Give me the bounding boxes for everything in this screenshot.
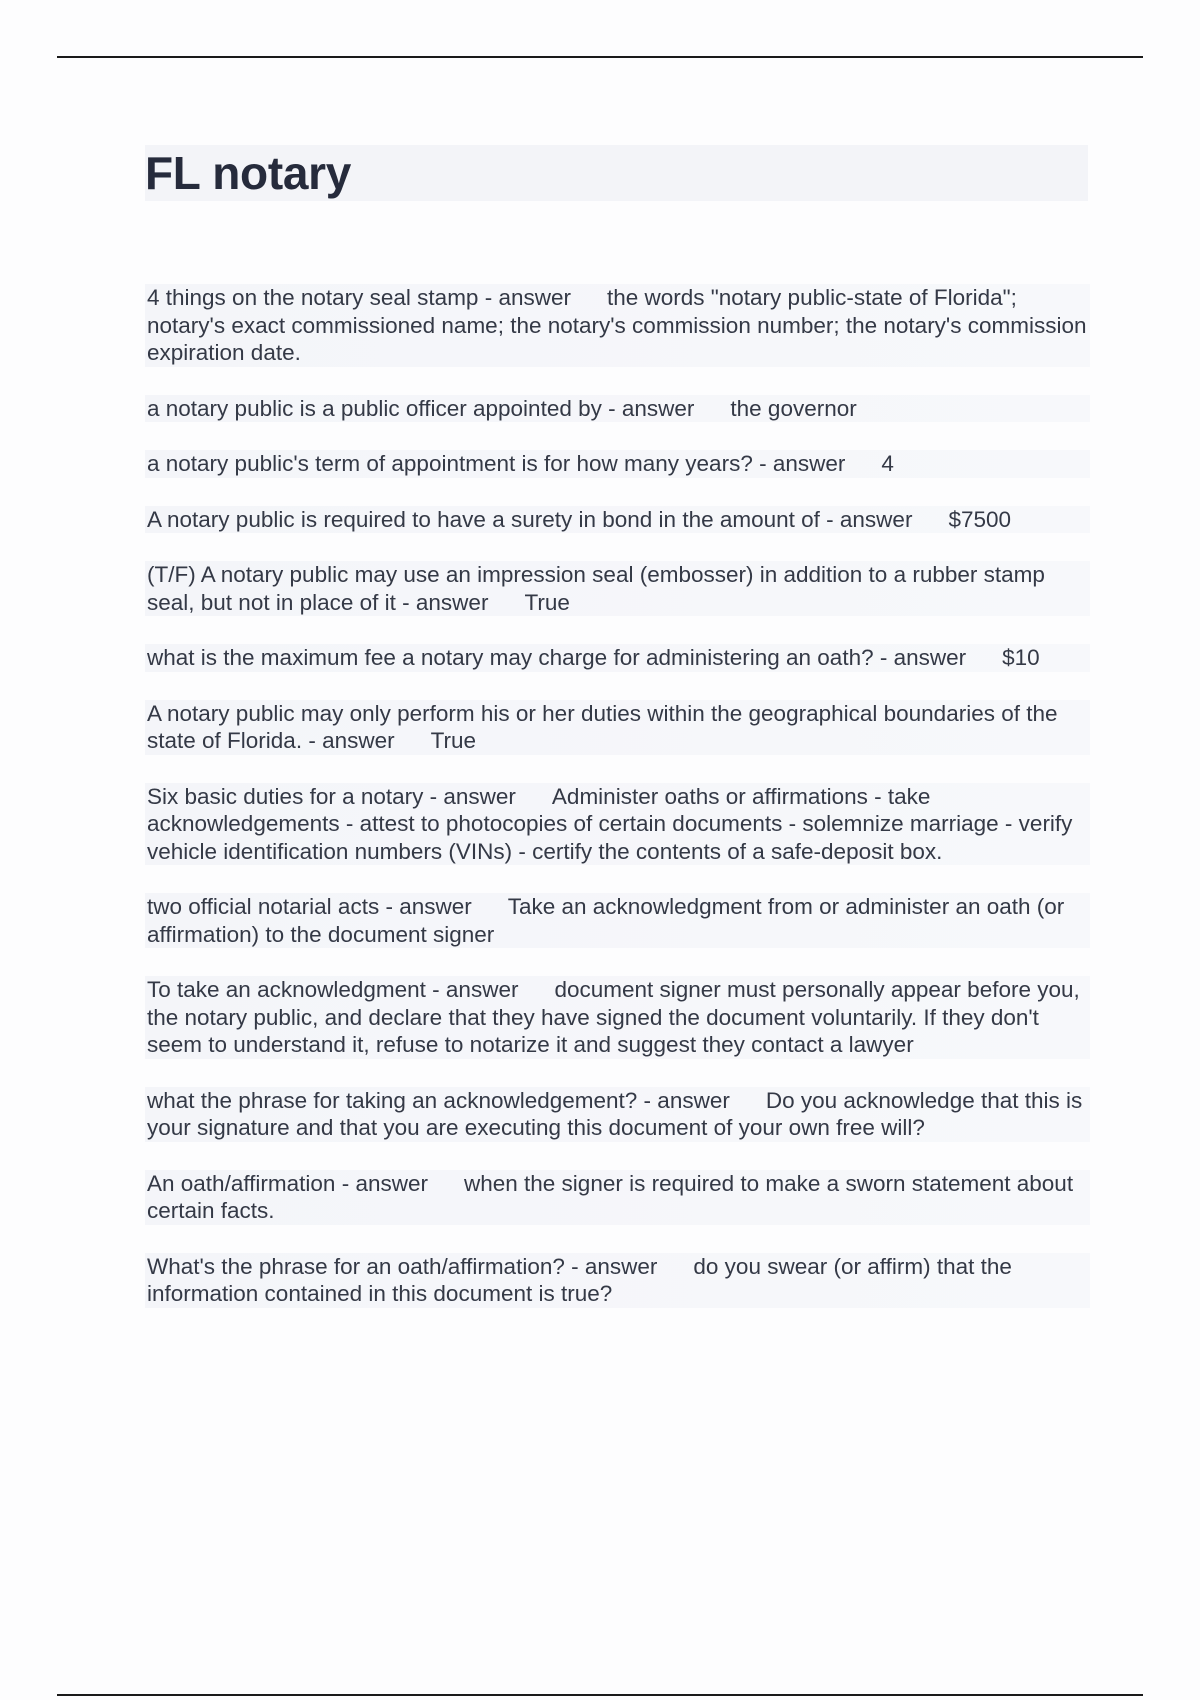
qa-item: [145, 506, 1090, 534]
qa-item: [145, 783, 1090, 866]
qa-item: [145, 700, 1090, 755]
question-text: a notary public's term of appointment is for how many years? - answer: [147, 451, 846, 476]
answer-text: the governor: [730, 395, 857, 421]
qa-item: [145, 893, 1090, 948]
answer-text: 4: [881, 451, 894, 476]
qa-item: [145, 1253, 1090, 1308]
answer-text: document signer must personally appear before you, the notary public, and declare that they have signed the document voluntarily. If they don't seem to understand it, refuse to notarize it and suggest they contact a lawyer: [147, 977, 1080, 1057]
qa-item: [145, 450, 1090, 478]
question-text: What's the phrase for an oath/affirmation? - answer: [147, 1253, 658, 1279]
qa-item: [145, 395, 1090, 423]
answer-text: when the signer is required to make a sworn statement about certain facts.: [147, 1170, 1074, 1223]
question-text: 4 things on the notary seal stamp - answer: [147, 285, 571, 310]
bottom-divider: [57, 1694, 1143, 1696]
question-text: An oath/affirmation - answer: [147, 1170, 428, 1196]
qa-list: [145, 284, 1090, 1336]
question-text: To take an acknowledgment - answer: [147, 977, 519, 1002]
qa-item: [145, 561, 1090, 616]
question-text: (T/F) A notary public may use an impression seal (embosser) in addition to a rubber stamp seal, but not in place of it - answer: [147, 562, 1045, 615]
answer-text: Do you acknowledge that this is your signature and that you are executing this document of your own free will?: [147, 1087, 1083, 1140]
answer-text: Administer oaths or affirmations - take acknowledgements - attest to photocopies of certain documents - solemnize marriage - verify vehicle identification numbers (VINs) - certify the contents of a safe-deposit box.: [147, 783, 1073, 864]
question-text: A notary public is required to have a surety in bond in the amount of - answer: [147, 506, 913, 532]
answer-text: $10: [1002, 645, 1040, 670]
qa-item: [145, 1087, 1090, 1142]
page-title: FL notary: [145, 147, 352, 199]
qa-item: [145, 976, 1090, 1059]
question-text: a notary public is a public officer appointed by - answer: [147, 395, 695, 421]
question-text: what is the maximum fee a notary may charge for administering an oath? - answer: [147, 645, 967, 670]
answer-text: the words "notary public-state of Florida"; notary's exact commissioned name; the notary's commission number; the notary's commission expiration date.: [147, 285, 1087, 365]
qa-item: [145, 644, 1090, 672]
question-text: two official notarial acts - answer: [147, 894, 472, 919]
answer-text: do you swear (or affirm) that the information contained in this document is true?: [147, 1253, 1012, 1306]
answer-text: True: [430, 728, 477, 753]
answer-text: $7500: [948, 506, 1012, 532]
answer-text: Take an acknowledgment from or administer an oath (or affirmation) to the document signer: [147, 894, 1065, 947]
qa-item: [145, 284, 1090, 367]
answer-text: True: [524, 589, 570, 615]
question-text: what the phrase for taking an acknowledgement? - answer: [147, 1087, 730, 1113]
qa-item: [145, 1170, 1090, 1225]
question-text: A notary public may only perform his or her duties within the geographical boundaries of the state of Florida. - answer: [147, 700, 1058, 753]
top-divider: [57, 56, 1143, 58]
question-text: Six basic duties for a notary - answer: [147, 783, 516, 809]
